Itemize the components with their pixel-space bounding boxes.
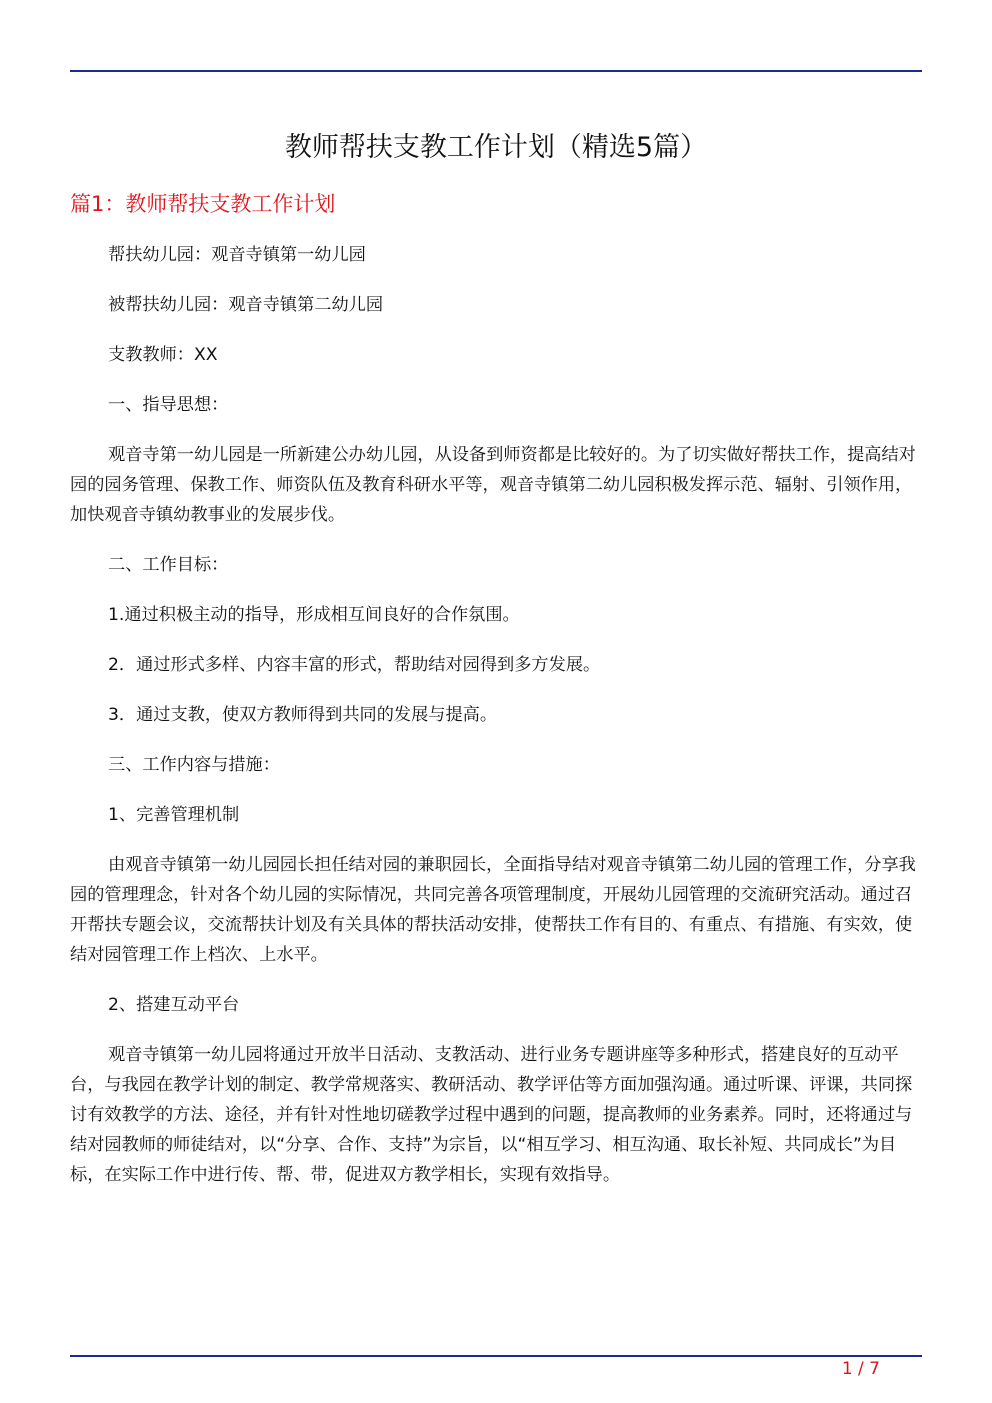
paragraph-guiding-ideology: 观音寺第一幼儿园是一所新建公办幼儿园，从设备到师资都是比较好的。为了切实做好帮扶工作，提高结对园的园务管理、保教工作、师资队伍及教育科研水平等，观音寺镇第二幼儿园积极发挥示范、辐射、引领作用，加快观音寺镇幼教事业的发展步伐。 xyxy=(70,445,916,525)
subheading-guiding-ideology: 一、指导思想： xyxy=(108,395,229,415)
header-rule xyxy=(70,70,922,72)
paragraph-helped-kindergarten: 被帮扶幼儿园：观音寺镇第二幼儿园 xyxy=(108,295,384,315)
section-heading: 篇1：教师帮扶支教工作计划 xyxy=(70,192,336,216)
paragraph-interaction-platform: 观音寺镇第一幼儿园将通过开放半日活动、支教活动、进行业务专题讲座等多种形式，搭建良好的互动平台，与我园在教学计划的制定、教学常规落实、教研活动、教学评估等方面加强沟通。通过听课、评课，共同探讨有效教学的方法、途径，并有针对性地切磋教学过程中遇到的问题，提高教师的业务素养。同时，还将通过与结对园教师的师徒结对，以“分享、合作、支持”为宗旨，以“相互学习、相互沟通、取长补短、共同成长”为目标，在实际工作中进行传、帮、带，促进双方教学相长，实现有效指导。 xyxy=(70,1045,913,1185)
subheading-interaction-platform: 2、搭建互动平台 xyxy=(108,995,240,1015)
subheading-management-mechanism: 1、完善管理机制 xyxy=(108,805,240,825)
subheading-work-goals: 二、工作目标： xyxy=(108,555,229,575)
page-number: 1 / 7 xyxy=(841,1359,880,1379)
paragraph-helper-kindergarten: 帮扶幼儿园：观音寺镇第一幼儿园 xyxy=(108,245,366,265)
document-body xyxy=(70,240,922,1210)
list-item-goal-1: 1.通过积极主动的指导，形成相互间良好的合作氛围。 xyxy=(108,605,520,625)
paragraph-support-teacher: 支教教师：XX xyxy=(108,345,218,365)
list-item-goal-3: 3．通过支教，使双方教师得到共同的发展与提高。 xyxy=(108,705,498,725)
document-title: 教师帮扶支教工作计划（精选5篇） xyxy=(284,132,708,163)
list-item-goal-2: 2．通过形式多样、内容丰富的形式，帮助结对园得到多方发展。 xyxy=(108,655,601,675)
paragraph-management-mechanism: 由观音寺镇第一幼儿园园长担任结对园的兼职园长，全面指导结对观音寺镇第二幼儿园的管理工作，分享我园的管理理念，针对各个幼儿园的实际情况，共同完善各项管理制度，开展幼儿园管理的交流研究活动。通过召开帮扶专题会议，交流帮扶计划及有关具体的帮扶活动安排，使帮扶工作有目的、有重点、有措施、有实效，使结对园管理工作上档次、上水平。 xyxy=(70,855,916,965)
subheading-content-measures: 三、工作内容与措施： xyxy=(108,755,280,775)
footer-rule xyxy=(70,1355,922,1357)
